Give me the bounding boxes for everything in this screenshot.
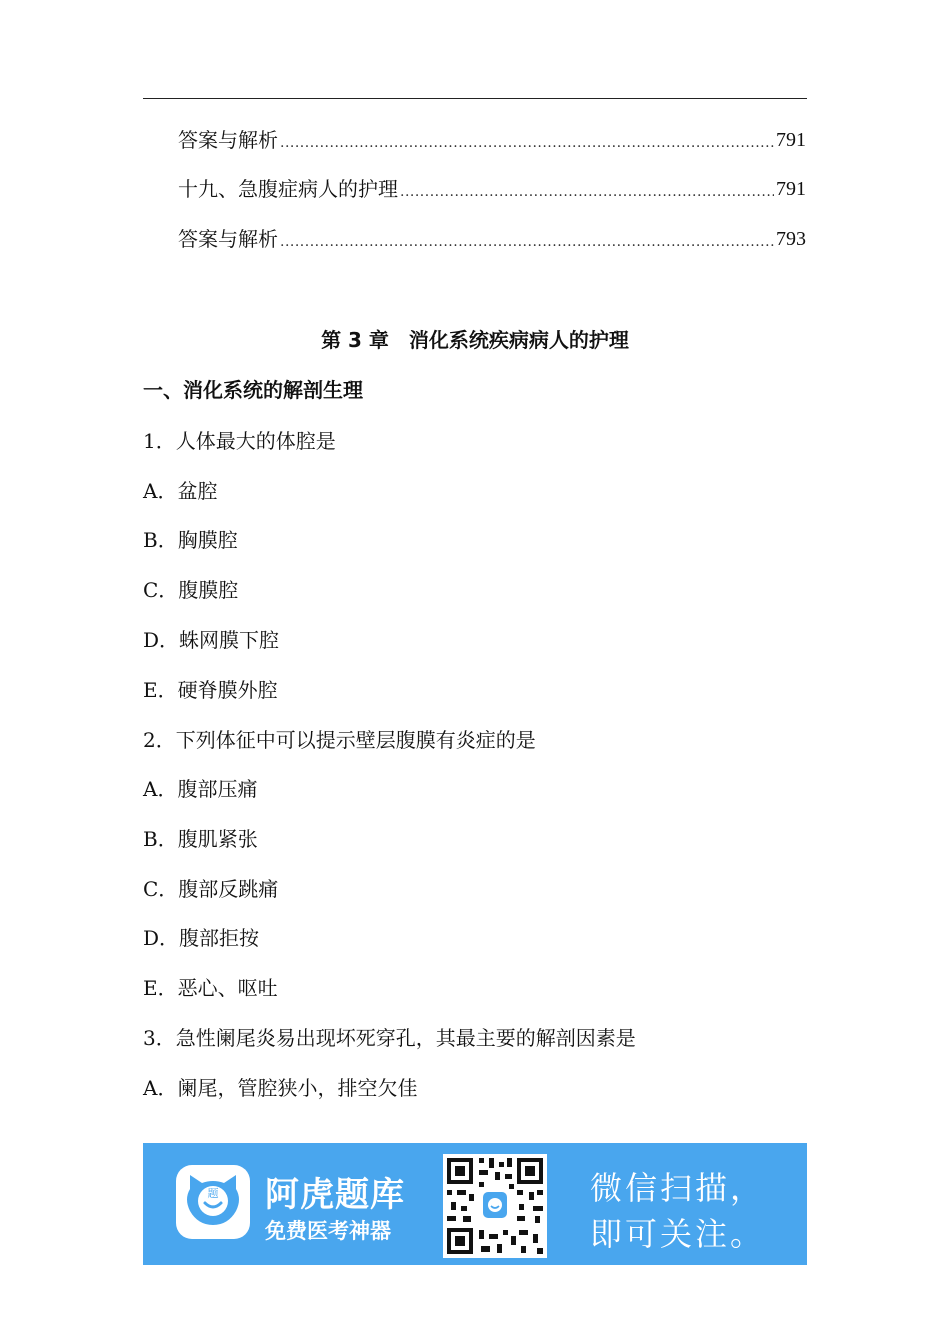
question-stem: 3．急性阑尾炎易出现坏死穿孔，其最主要的解剖因素是 xyxy=(143,1026,636,1050)
answer-option: A．盆腔 xyxy=(143,479,218,503)
answer-option: E．硬脊膜外腔 xyxy=(143,678,278,702)
cta-line-1: 微信扫描， xyxy=(590,1169,766,1207)
promo-banner[interactable] xyxy=(143,1143,807,1265)
brand-name: 阿虎题库 xyxy=(265,1175,405,1215)
section-title: 一、消化系统的解剖生理 xyxy=(143,378,363,402)
toc-entry-title: 答案与解析 xyxy=(178,227,278,251)
header-rule xyxy=(143,98,807,99)
toc-entry[interactable] xyxy=(178,224,806,254)
toc-entry-title: 十九、急腹症病人的护理 xyxy=(178,177,398,201)
answer-option: C．腹膜腔 xyxy=(143,578,239,602)
app-logo-text: 题 xyxy=(207,1187,219,1200)
cta-line-2: 即可关注。 xyxy=(590,1215,766,1253)
brand-slogan: 免费医考神器 xyxy=(265,1219,391,1243)
toc-leader-dots xyxy=(400,180,774,204)
answer-option: B．胸膜腔 xyxy=(143,528,238,552)
toc-leader-dots xyxy=(280,131,774,155)
toc-entry[interactable] xyxy=(178,174,806,204)
answer-option: D．蛛网膜下腔 xyxy=(143,628,280,652)
app-logo-icon xyxy=(176,1165,250,1239)
answer-option: D．腹部拒按 xyxy=(143,926,260,950)
answer-option: A．腹部压痛 xyxy=(143,777,258,801)
answer-option: E．恶心、呕吐 xyxy=(143,976,278,1000)
toc-entry-page: 791 xyxy=(776,178,806,200)
answer-option: B．腹肌紧张 xyxy=(143,827,258,851)
toc-leader-dots xyxy=(280,230,774,254)
toc-entry-page: 791 xyxy=(776,129,806,151)
toc-entry-page: 793 xyxy=(776,228,806,250)
question-stem: 1．人体最大的体腔是 xyxy=(143,429,336,453)
answer-option: C．腹部反跳痛 xyxy=(143,877,279,901)
chapter-title: 第 3 章 消化系统疾病病人的护理 xyxy=(321,328,629,352)
qr-code-icon[interactable] xyxy=(443,1154,547,1258)
toc-entry-title: 答案与解析 xyxy=(178,128,278,152)
toc-entry[interactable] xyxy=(178,125,806,155)
answer-option: A．阑尾，管腔狭小，排空欠佳 xyxy=(143,1076,418,1100)
question-stem: 2．下列体征中可以提示壁层腹膜有炎症的是 xyxy=(143,728,536,752)
